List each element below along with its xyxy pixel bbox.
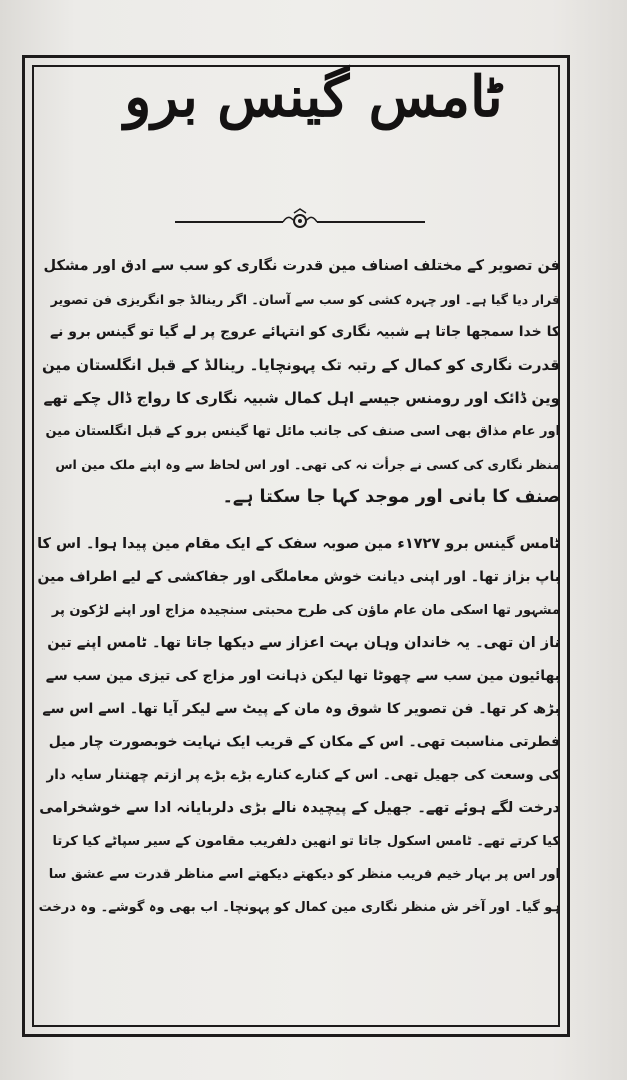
text-line: منظر نگاری کی کسی نے جرأت نہ کی تھی۔ اور اس لحاظ سے وہ اپنے ملک مین اس [55, 457, 560, 472]
text-line: فطرتی مناسبت تھی۔ اس کے مکان کے قریب ایک نہایت خوبصورت چار میل [48, 734, 560, 750]
text-line: قرار دیا گیا ہے۔ اور چہرہ کشی کو سب سے آسان۔ اگر رینالڈ جو انگریزی فن تصویر [50, 292, 560, 307]
text-line: ناز ان تھی۔ یہ خاندان وہان بہت اعزاز سے دیکھا جاتا تھا۔ ٹامس اپنے تین [47, 635, 560, 651]
text-line: صنف کا بانی اور موجد کہا جا سکتا ہے۔ [222, 487, 560, 507]
text-line: بھائیون مین سب سے چھوٹا تھا لیکن ذہانت اور مزاج کی تیزی مین سب سے [45, 668, 560, 684]
text-line: قدرت نگاری کو کمال کے رتبہ تک پہونچایا۔ رینالڈ کے قبل انگلستان مین [42, 356, 560, 374]
text-line: کا خدا سمجھا جاتا ہے شبیہ نگاری کو انتہائے عروج پر لے گیا تو گینس برو نے [49, 324, 560, 340]
ornament-divider-icon [175, 208, 425, 232]
text-line: فن تصویر کے مختلف اصناف مین قدرت نگاری کو سب سے ادق اور مشکل [43, 258, 560, 274]
text-line: بڑھ کر تھا۔ فن تصویر کا شوق وہ مان کے پیٹ سے لیکر آیا تھا۔ اسے اس سے [42, 701, 560, 717]
text-line: اور اس پر بہار خیم فریب منظر کو دیکھتے دیکھتے اسے مناظر قدرت سے عشق سا [48, 867, 560, 882]
text-line: ٹامس گینس برو ۱۷۲۷ء مین صوبہ سفک کے ایک مقام مین پیدا ہوا۔ اس کا [37, 536, 560, 552]
article-body [36, 250, 560, 924]
paragraph-1 [36, 250, 560, 514]
text-line: درخت لگے ہوئے تھے۔ جھیل کے پیچیدہ نالے بڑی دلربایانہ ادا سے خوشخرامی [39, 800, 560, 816]
text-line: کی وسعت کی جھیل تھی۔ اس کے کنارے کنارے بڑے بڑے پر ازتم چھتنار سایہ دار [46, 767, 560, 783]
text-line: وین ڈائک اور رومنس جیسے اہل کمال شبیہ نگاری کا رواج ڈال چکے تھے [43, 389, 560, 407]
text-line: کیا کرتے تھے۔ ٹامس اسکول جاتا تو انھین دلفریب مقامون کے سیر سپاٹے کیا کرتا [52, 834, 560, 849]
paragraph-2 [36, 528, 560, 924]
text-line: مشہور تھا اسکی مان عام ماؤن کی طرح محبتی سنجیدہ مزاج اور اپنے لڑکون پر [51, 603, 560, 618]
text-line: اور عام مذاق بھی اسی صنف کی جانب مائل تھا گینس برو کے قبل انگلستان مین [45, 424, 560, 439]
text-line: باپ بزاز تھا۔ اور اپنی دیانت خوش معاملگی اور جفاکشی کے لیے اطراف مین [37, 569, 560, 585]
text-line: ہو گیا۔ اور آخر ش منظر نگاری مین کمال کو پہونچا۔ اب بھی وہ گوشے۔ وہ درخت [38, 900, 560, 915]
article-title: ٹامس گینس برو [124, 64, 503, 130]
